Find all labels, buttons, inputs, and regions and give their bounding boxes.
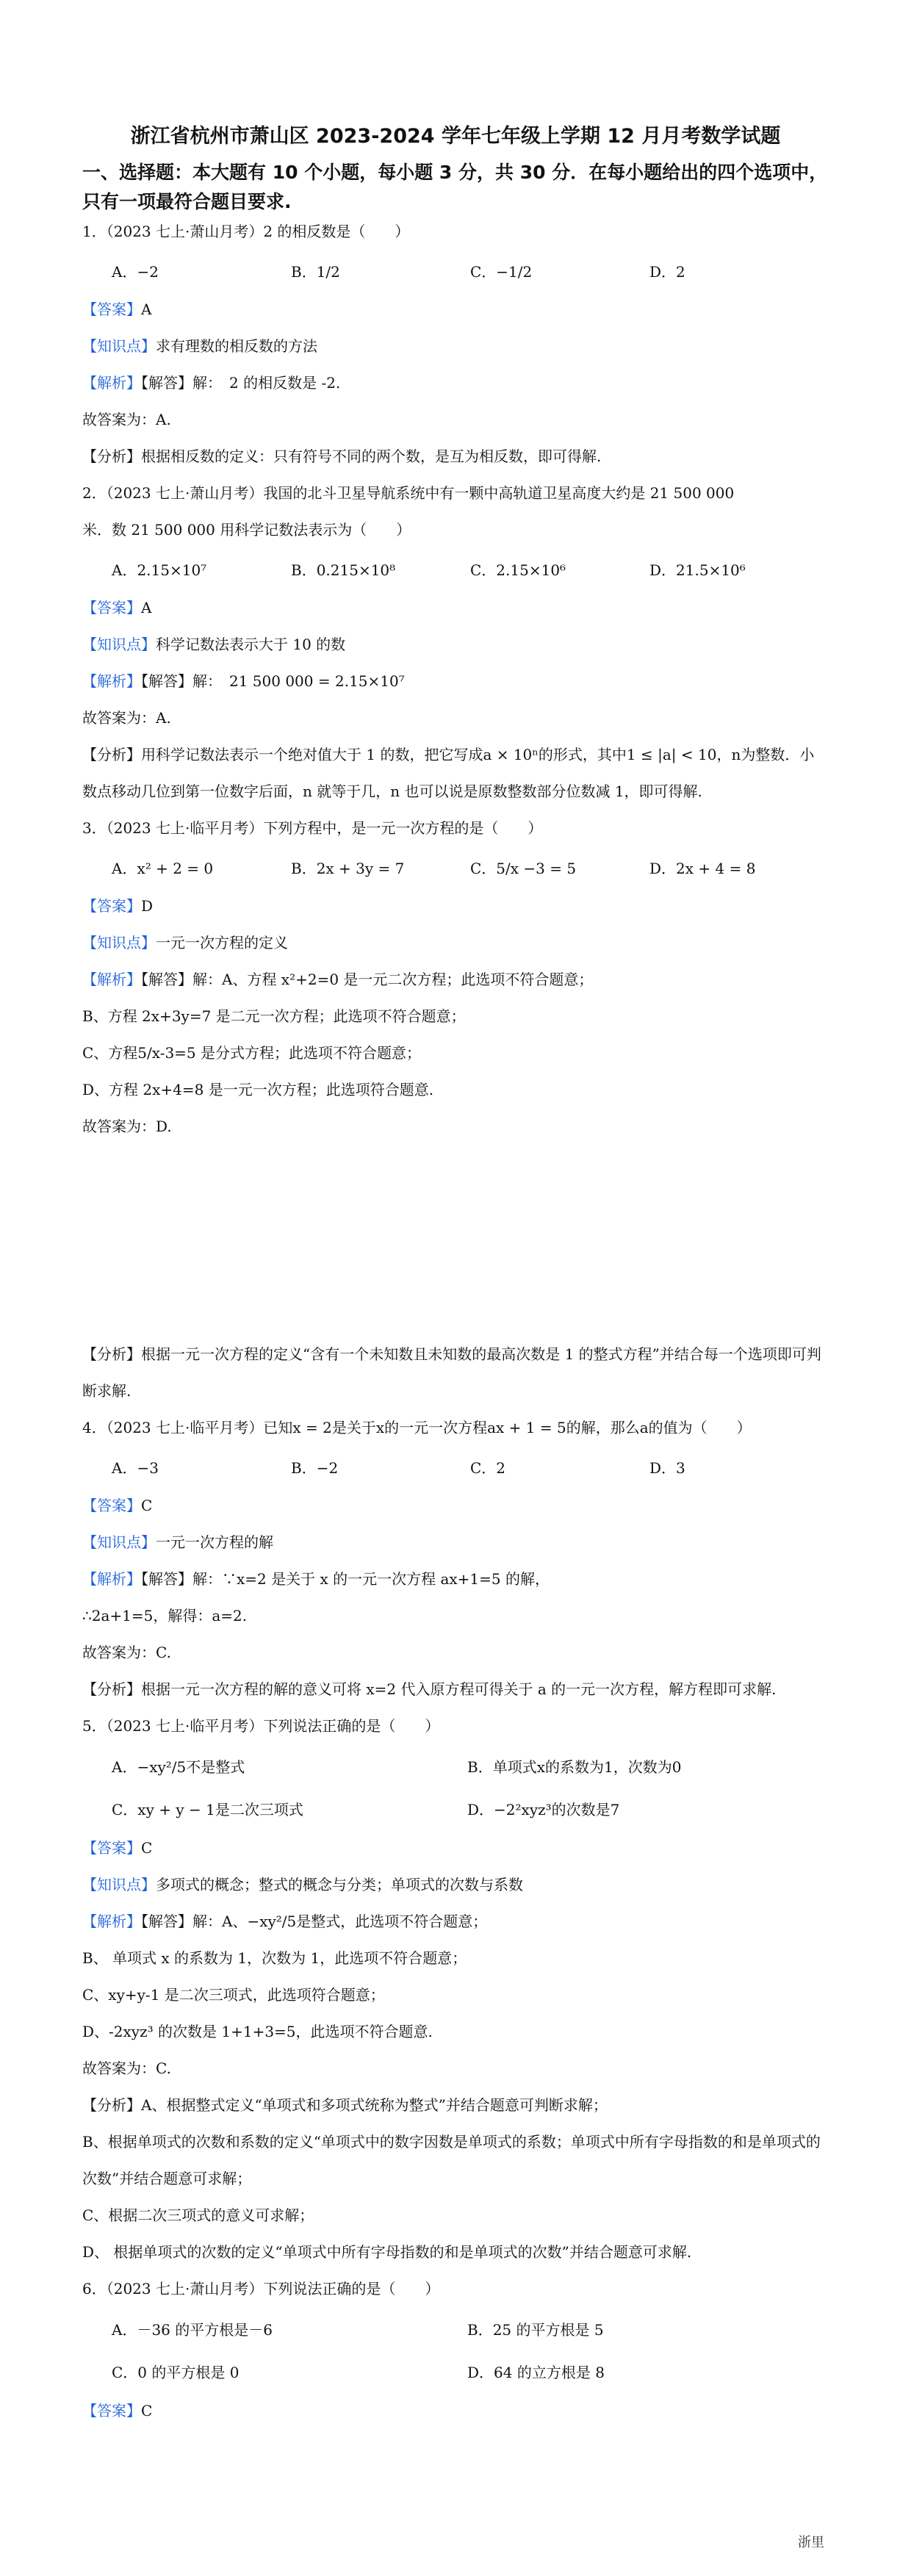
option-c: C．−1/2	[470, 262, 533, 281]
blank-space	[82, 1145, 829, 1336]
option-b: B．单项式x的系数为1，次数为0	[467, 1757, 682, 1776]
question-5-options-row1	[82, 1744, 829, 1787]
question-2-stem-cont: 米．数 21 500 000 用科学记数法表示为（ ）	[82, 521, 411, 539]
question-1-stem: 1．（2023 七上·萧山月考）2 的相反数是（ ）	[82, 223, 410, 240]
summary-line: 【分析】根据一元一次方程的定义“含有一个未知数且未知数的最高次数是 1 的整式方程”并结合每一个选项即可判断求解.	[82, 1345, 821, 1400]
analysis-line-2: ∴2a+1=5，解得：a=2.	[82, 1607, 248, 1625]
question-4-stem: 4．（2023 七上·临平月考）已知x = 2是关于x的一元一次方程ax + 1 = 5的解，那么a的值为（ ）	[82, 1419, 752, 1436]
option-c: C．2.15×10⁶	[470, 561, 566, 579]
summary-line-c: C、根据二次三项式的意义可求解；	[82, 2206, 314, 2224]
analysis-line-b: B、 单项式 x 的系数为 1，次数为 1，此选项不符合题意；	[82, 1949, 467, 1967]
analysis-line-b: B、方程 2x+3y=7 是二元一次方程；此选项不符合题意；	[82, 1007, 466, 1025]
result-line: 故答案为：A.	[82, 709, 171, 727]
summary-line: 【分析】用科学记数法表示一个绝对值大于 1 的数，把它写成a × 10ⁿ的形式，其中1 ≤ |a| < 10，n为整数．小数点移动几位到第一位数字后面，n 就等于几，n 也可以说是原数整数部分位数减 1，即可得解.	[82, 746, 815, 800]
option-c: C．xy + y − 1是二次三项式	[112, 1800, 303, 1818]
answer-line: 【答案】D	[82, 897, 154, 915]
option-b: B．−2	[291, 1458, 339, 1477]
question-3-stem: 3．（2023 七上·临平月考）下列方程中，是一元一次方程的是（ ）	[82, 819, 543, 837]
option-c: C．5/x −3 = 5	[470, 859, 577, 877]
analysis-line: 【解析】【解答】解：∵x=2 是关于 x 的一元一次方程 ax+1=5 的解，	[82, 1570, 550, 1588]
option-b: B．0.215×10⁸	[291, 561, 396, 579]
option-b: B．2x + 3y = 7	[291, 859, 405, 877]
analysis-line-d: D、-2xyz³ 的次数是 1+1+3=5，此选项不符合题意.	[82, 2023, 433, 2040]
answer-line: 【答案】A	[82, 301, 152, 318]
option-a: A．－36 的平方根是－6	[112, 2320, 273, 2339]
answer-line: 【答案】A	[82, 599, 152, 616]
question-6-stem: 6．（2023 七上·萧山月考）下列说法正确的是（ ）	[82, 2280, 440, 2298]
footer-mark: 浙里	[798, 2535, 824, 2550]
analysis-line-c: C、方程5/x-3=5 是分式方程；此选项不符合题意；	[82, 1044, 422, 1062]
option-b: B．1/2	[291, 262, 340, 281]
option-c: C．0 的平方根是 0	[112, 2363, 240, 2381]
option-d: D．−2²xyz³的次数是7	[467, 1800, 620, 1818]
option-d: D．64 的立方根是 8	[467, 2363, 605, 2381]
option-a: A．−2	[112, 262, 159, 281]
result-line: 故答案为：A.	[82, 411, 171, 428]
answer-line: 【答案】C	[82, 1839, 153, 1857]
option-a: A．−3	[112, 1458, 159, 1477]
summary-line: 【分析】根据一元一次方程的解的意义可将 x=2 代入原方程可得关于 a 的一元一次方程，解方程即可求解.	[82, 1680, 777, 1698]
analysis-line: 【解析】【解答】解：A、−xy²/5是整式，此选项不符合题意；	[82, 1913, 488, 1930]
knowledge-line: 【知识点】一元一次方程的解	[82, 1533, 273, 1551]
option-c: C．2	[470, 1458, 506, 1477]
analysis-line: 【解析】【解答】解： 2 的相反数是 -2.	[82, 374, 341, 392]
result-line: 故答案为：C.	[82, 2059, 171, 2077]
analysis-line: 【解析】【解答】解：A、方程 x²+2=0 是一元二次方程；此选项不符合题意；	[82, 971, 594, 988]
summary-line: 【分析】A、根据整式定义“单项式和多项式统称为整式”并结合题意可判断求解；	[82, 2096, 608, 2114]
question-5-options-row2	[82, 1787, 829, 1830]
answer-line: 【答案】C	[82, 2402, 153, 2420]
question-6-options-row1	[82, 2307, 829, 2350]
summary-line: 【分析】根据相反数的定义：只有符号不同的两个数，是互为相反数，即可得解.	[82, 447, 602, 465]
knowledge-line: 【知识点】求有理数的相反数的方法	[82, 337, 317, 355]
option-d: D．21.5×10⁶	[649, 561, 746, 579]
summary-line-d: D、 根据单项式的次数的定义“单项式中所有字母指数的和是单项式的次数”并结合题意可求解.	[82, 2243, 692, 2261]
result-line: 故答案为：D.	[82, 1118, 172, 1135]
knowledge-line: 【知识点】一元一次方程的定义	[82, 934, 288, 951]
option-b: B．25 的平方根是 5	[467, 2320, 604, 2339]
option-a: A．x² + 2 = 0	[112, 859, 214, 877]
option-d: D．2x + 4 = 8	[649, 859, 756, 877]
question-3-options	[82, 846, 829, 888]
option-a: A．−xy²/5不是整式	[112, 1757, 245, 1776]
option-d: D．2	[649, 262, 685, 281]
result-line: 故答案为：C.	[82, 1644, 171, 1661]
question-5-stem: 5．（2023 七上·临平月考）下列说法正确的是（ ）	[82, 1717, 440, 1735]
question-1-options	[82, 250, 829, 291]
analysis-line-d: D、方程 2x+4=8 是一元一次方程；此选项符合题意.	[82, 1081, 434, 1098]
answer-line: 【答案】C	[82, 1497, 153, 1514]
option-a: A．2.15×10⁷	[112, 561, 207, 579]
section-heading: 一、选择题：本大题有 10 个小题，每小题 3 分，共 30 分．在每小题给出的四个选项中，只有一项最符合题目要求.	[82, 162, 828, 212]
question-4-options	[82, 1446, 829, 1487]
knowledge-line: 【知识点】科学记数法表示大于 10 的数	[82, 636, 346, 653]
question-6-options-row2	[82, 2350, 829, 2392]
analysis-line-c: C、xy+y-1 是二次三项式，此选项符合题意；	[82, 1986, 385, 2004]
analysis-line: 【解析】【解答】解： 21 500 000 = 2.15×10⁷	[82, 672, 405, 690]
option-d: D．3	[649, 1458, 685, 1477]
question-list	[82, 213, 829, 2429]
question-2-stem: 2．（2023 七上·萧山月考）我国的北斗卫星导航系统中有一颗中高轨道卫星高度大约是 21 500 000	[82, 484, 735, 502]
question-2-options	[82, 548, 829, 589]
summary-line-b: B、根据单项式的次数和系数的定义“单项式中的数字因数是单项式的系数；单项式中所有字母指数的和是单项式的次数”并结合题意可求解；	[82, 2133, 821, 2187]
page-title: 浙江省杭州市萧山区 2023-2024 学年七年级上学期 12 月月考数学试题	[130, 125, 781, 148]
knowledge-line: 【知识点】多项式的概念；整式的概念与分类；单项式的次数与系数	[82, 1876, 523, 1893]
